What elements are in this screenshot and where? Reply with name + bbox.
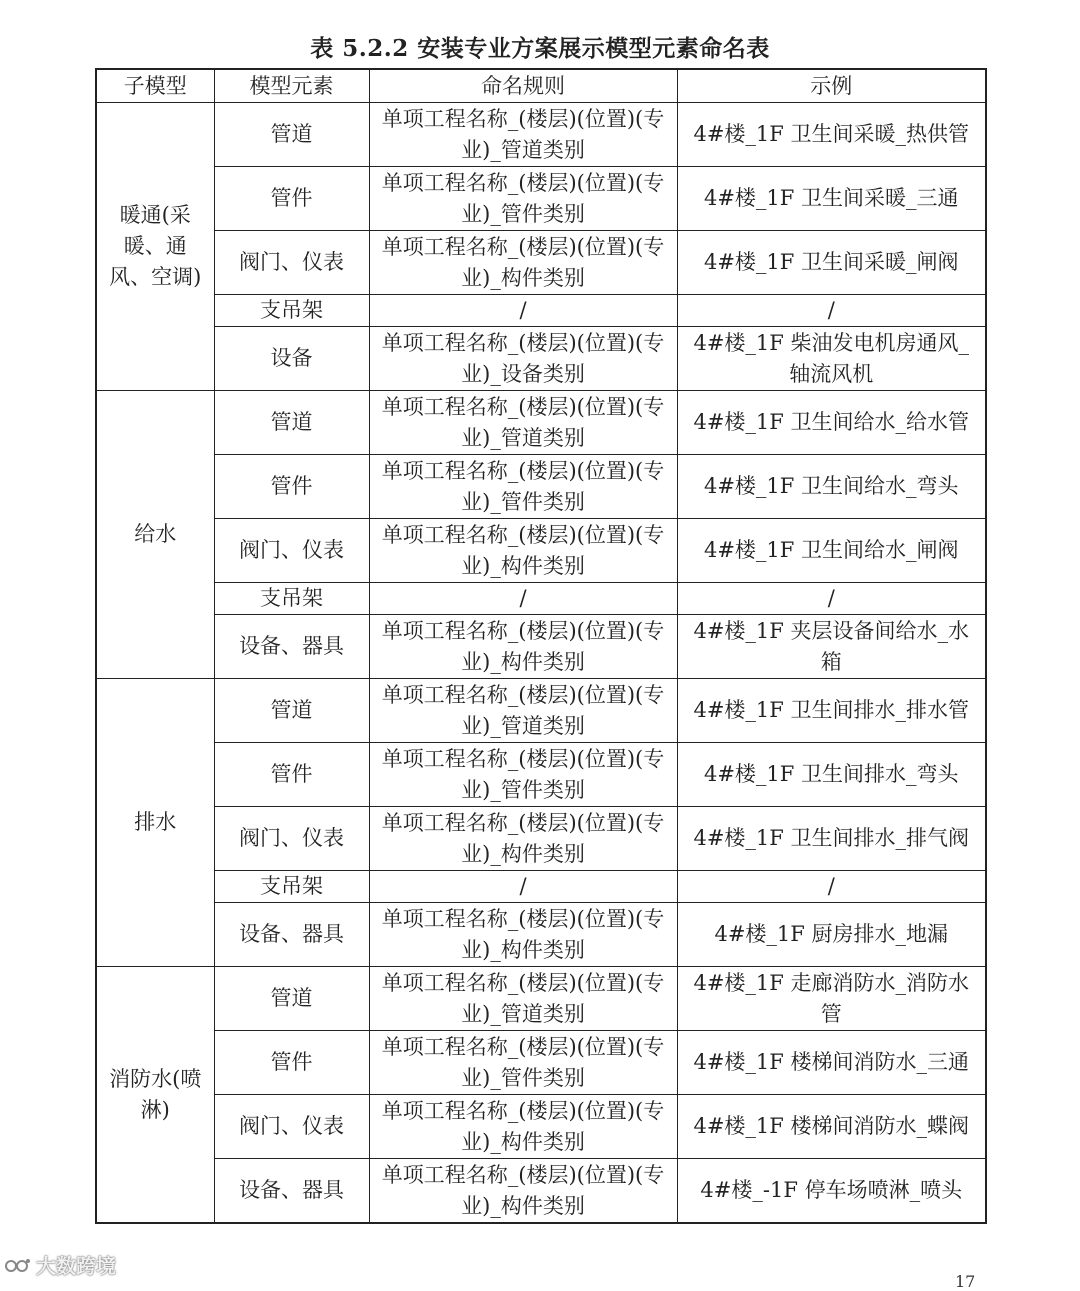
example-cell: 4#楼_1F 卫生间采暖_热供管 <box>677 103 986 167</box>
rule-cell: 单项工程名称_(楼层)(位置)(专业)_构件类别 <box>369 231 677 295</box>
rule-cell: 单项工程名称_(楼层)(位置)(专业)_构件类别 <box>369 903 677 967</box>
example-cell: / <box>677 871 986 903</box>
element-cell: 管件 <box>214 455 369 519</box>
submodel-cell: 排水 <box>96 679 214 967</box>
example-cell: 4#楼_1F 卫生间采暖_闸阀 <box>677 231 986 295</box>
rule-cell: / <box>369 871 677 903</box>
rule-cell: 单项工程名称_(楼层)(位置)(专业)_管件类别 <box>369 167 677 231</box>
element-cell: 设备 <box>214 327 369 391</box>
rule-cell: 单项工程名称_(楼层)(位置)(专业)_设备类别 <box>369 327 677 391</box>
rule-cell: / <box>369 295 677 327</box>
element-cell: 设备、器具 <box>214 903 369 967</box>
naming-table <box>95 68 987 1224</box>
header-element: 模型元素 <box>214 69 369 103</box>
example-cell: 4#楼_1F 夹层设备间给水_水箱 <box>677 615 986 679</box>
element-cell: 设备、器具 <box>214 615 369 679</box>
table-row <box>96 167 986 231</box>
table-row <box>96 327 986 391</box>
element-cell: 支吊架 <box>214 871 369 903</box>
table-row <box>96 903 986 967</box>
submodel-cell: 暖通(采暖、通风、空调) <box>96 103 214 391</box>
header-row <box>96 69 986 103</box>
element-cell: 管件 <box>214 743 369 807</box>
example-cell: 4#楼_1F 卫生间给水_弯头 <box>677 455 986 519</box>
example-cell: 4#楼_1F 卫生间给水_给水管 <box>677 391 986 455</box>
rule-cell: 单项工程名称_(楼层)(位置)(专业)_构件类别 <box>369 519 677 583</box>
table-row <box>96 103 986 167</box>
example-cell: / <box>677 295 986 327</box>
table-row <box>96 871 986 903</box>
example-cell: 4#楼_1F 卫生间给水_闸阀 <box>677 519 986 583</box>
table-row <box>96 807 986 871</box>
element-cell: 设备、器具 <box>214 1159 369 1224</box>
table-row <box>96 519 986 583</box>
watermark-text: 大数跨境 <box>36 1254 116 1278</box>
element-cell: 管道 <box>214 391 369 455</box>
table-row <box>96 1159 986 1224</box>
submodel-cell: 消防水(喷淋) <box>96 967 214 1224</box>
watermark <box>4 1250 116 1279</box>
page-number: 17 <box>955 1272 976 1291</box>
rule-cell: 单项工程名称_(楼层)(位置)(专业)_管件类别 <box>369 455 677 519</box>
element-cell: 阀门、仪表 <box>214 231 369 295</box>
element-cell: 阀门、仪表 <box>214 519 369 583</box>
example-cell: / <box>677 583 986 615</box>
example-cell: 4#楼_1F 卫生间排水_排水管 <box>677 679 986 743</box>
table-row <box>96 583 986 615</box>
table-row <box>96 295 986 327</box>
submodel-cell: 给水 <box>96 391 214 679</box>
table-row <box>96 743 986 807</box>
header-rule: 命名规则 <box>369 69 677 103</box>
rule-cell: 单项工程名称_(楼层)(位置)(专业)_管件类别 <box>369 1031 677 1095</box>
example-cell: 4#楼_1F 卫生间排水_弯头 <box>677 743 986 807</box>
table-row <box>96 1095 986 1159</box>
rule-cell: 单项工程名称_(楼层)(位置)(专业)_构件类别 <box>369 615 677 679</box>
rule-cell: 单项工程名称_(楼层)(位置)(专业)_管件类别 <box>369 743 677 807</box>
table-row <box>96 967 986 1031</box>
table-row <box>96 679 986 743</box>
example-cell: 4#楼_1F 厨房排水_地漏 <box>677 903 986 967</box>
rule-cell: 单项工程名称_(楼层)(位置)(专业)_管道类别 <box>369 967 677 1031</box>
watermark-logo-icon <box>4 1255 32 1275</box>
table-title: 表 5.2.2 安装专业方案展示模型元素命名表 <box>310 35 770 62</box>
rule-cell: 单项工程名称_(楼层)(位置)(专业)_构件类别 <box>369 1159 677 1224</box>
element-cell: 管道 <box>214 967 369 1031</box>
rule-cell: 单项工程名称_(楼层)(位置)(专业)_管道类别 <box>369 103 677 167</box>
element-cell: 阀门、仪表 <box>214 1095 369 1159</box>
rule-cell: 单项工程名称_(楼层)(位置)(专业)_构件类别 <box>369 807 677 871</box>
rule-cell: 单项工程名称_(楼层)(位置)(专业)_构件类别 <box>369 1095 677 1159</box>
rule-cell: 单项工程名称_(楼层)(位置)(专业)_管道类别 <box>369 391 677 455</box>
example-cell: 4#楼_1F 楼梯间消防水_三通 <box>677 1031 986 1095</box>
example-cell: 4#楼_1F 走廊消防水_消防水管 <box>677 967 986 1031</box>
table-row <box>96 1031 986 1095</box>
example-cell: 4#楼_-1F 停车场喷淋_喷头 <box>677 1159 986 1224</box>
element-cell: 支吊架 <box>214 295 369 327</box>
header-submodel: 子模型 <box>96 69 214 103</box>
table-row <box>96 455 986 519</box>
element-cell: 管道 <box>214 679 369 743</box>
example-cell: 4#楼_1F 卫生间排水_排气阀 <box>677 807 986 871</box>
rule-cell: 单项工程名称_(楼层)(位置)(专业)_管道类别 <box>369 679 677 743</box>
table-row <box>96 391 986 455</box>
element-cell: 管道 <box>214 103 369 167</box>
element-cell: 管件 <box>214 167 369 231</box>
header-example: 示例 <box>677 69 986 103</box>
table-row <box>96 615 986 679</box>
rule-cell: / <box>369 583 677 615</box>
example-cell: 4#楼_1F 柴油发电机房通风_轴流风机 <box>677 327 986 391</box>
element-cell: 管件 <box>214 1031 369 1095</box>
element-cell: 阀门、仪表 <box>214 807 369 871</box>
example-cell: 4#楼_1F 卫生间采暖_三通 <box>677 167 986 231</box>
example-cell: 4#楼_1F 楼梯间消防水_蝶阀 <box>677 1095 986 1159</box>
table-row <box>96 231 986 295</box>
element-cell: 支吊架 <box>214 583 369 615</box>
